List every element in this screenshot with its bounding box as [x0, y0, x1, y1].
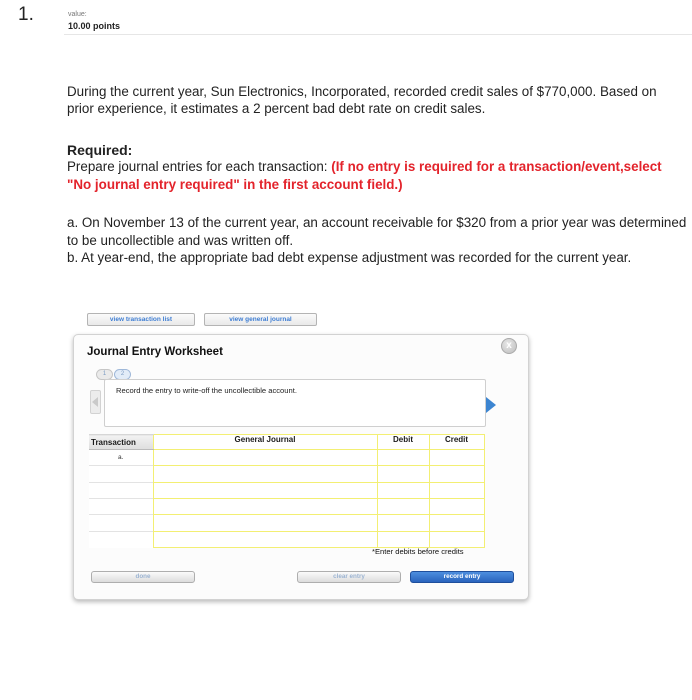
account-field[interactable] [153, 450, 377, 466]
points-value: 10.00 points [68, 21, 121, 31]
question-text: During the current year, Sun Electronics, Incorporated, recorded credit sales of $770,000. Based on prior experience, it estimates a 2 percent bad debt rate on credit sales. [67, 84, 657, 116]
tab-page-1[interactable]: 1 [96, 369, 113, 380]
event-a: a. On November 13 of the current year, an account receivable for $320 from a prior year was determined to be uncollectible and was written off. [67, 215, 687, 248]
table-row [89, 466, 484, 482]
journal-entry-worksheet [73, 334, 529, 600]
instructions [67, 158, 687, 193]
table-row [89, 498, 484, 514]
account-field[interactable] [153, 531, 377, 547]
table-row [89, 515, 484, 531]
credit-field[interactable] [429, 531, 484, 547]
column-header-transaction: Transaction [89, 435, 153, 450]
instruction-warning: (If no entry is required for a transaction/event,select "No journal entry required" in the first account field.) [67, 159, 662, 192]
required-heading: Required: [67, 142, 133, 158]
debit-field[interactable] [377, 531, 429, 547]
account-field[interactable] [153, 466, 377, 482]
events-list [67, 214, 687, 267]
close-icon[interactable]: x [501, 338, 517, 354]
column-header-credit: Credit [429, 435, 484, 450]
debit-field[interactable] [377, 482, 429, 498]
account-field[interactable] [153, 482, 377, 498]
table-row [89, 482, 484, 498]
journal-table [89, 434, 485, 548]
header-divider [64, 34, 692, 35]
instruction-text: Prepare journal entries for each transaction: [67, 159, 332, 174]
transaction-cell [89, 515, 153, 531]
tab-page-2[interactable]: 2 [114, 369, 131, 380]
question-number: 1. [18, 4, 34, 25]
worksheet-instruction: Record the entry to write-off the uncollectible account. [116, 386, 297, 395]
table-row [89, 531, 484, 547]
table-row [89, 450, 484, 466]
credit-field[interactable] [429, 450, 484, 466]
transaction-cell [89, 482, 153, 498]
instruction-box [104, 379, 486, 427]
worksheet-title: Journal Entry Worksheet [87, 346, 223, 358]
column-header-debit: Debit [377, 435, 429, 450]
debit-field[interactable] [377, 450, 429, 466]
next-arrow-icon[interactable] [486, 397, 496, 413]
column-header-general-journal: General Journal [153, 435, 377, 450]
view-general-journal-button[interactable]: view general journal [204, 313, 317, 326]
debit-field[interactable] [377, 515, 429, 531]
credit-field[interactable] [429, 515, 484, 531]
account-field[interactable] [153, 515, 377, 531]
transaction-cell [89, 466, 153, 482]
clear-entry-button[interactable]: clear entry [297, 571, 401, 583]
credit-field[interactable] [429, 498, 484, 514]
previous-arrow-icon[interactable] [90, 390, 101, 414]
credit-field[interactable] [429, 482, 484, 498]
done-button[interactable]: done [91, 571, 195, 583]
debits-before-credits-note: *Enter debits before credits [372, 547, 464, 556]
transaction-cell [89, 498, 153, 514]
transaction-cell [89, 531, 153, 547]
view-transaction-list-button[interactable]: view transaction list [87, 313, 195, 326]
credit-field[interactable] [429, 466, 484, 482]
record-entry-button[interactable]: record entry [410, 571, 514, 583]
account-field[interactable] [153, 498, 377, 514]
debit-field[interactable] [377, 466, 429, 482]
event-b: b. At year-end, the appropriate bad debt expense adjustment was recorded for the current year. [67, 250, 632, 265]
value-label: value: [68, 11, 87, 18]
debit-field[interactable] [377, 498, 429, 514]
transaction-cell: a. [89, 450, 153, 466]
